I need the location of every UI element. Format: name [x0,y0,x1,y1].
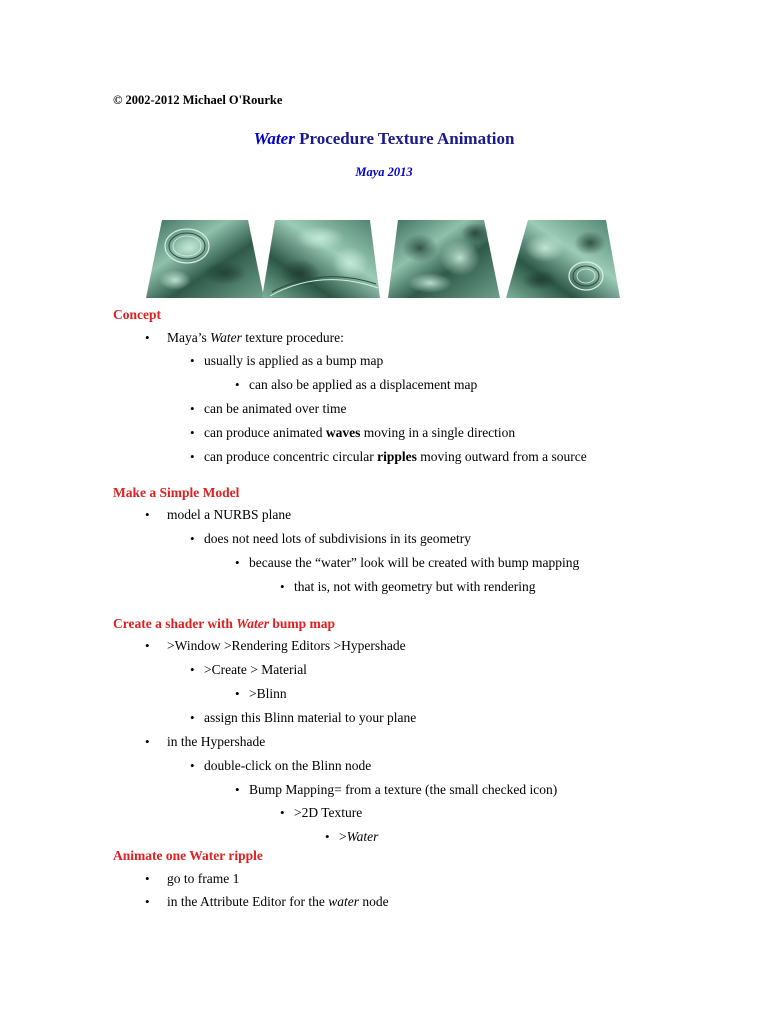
list-item [145,638,406,654]
list-item-text: in the Hypershade [167,734,266,749]
bullet-icon: • [190,662,195,677]
bullet-icon: • [145,894,150,909]
list-item [190,758,372,774]
bullet-icon: • [280,805,285,820]
list-item [190,425,516,441]
list-item [190,531,471,547]
list-item [145,734,266,750]
heading-shader [113,616,335,632]
list-item [190,710,417,726]
list-item-text: double-click on the Blinn node [204,758,372,773]
heading-text: Create a shader with [113,616,237,631]
bullet-icon: • [190,758,195,773]
list-item-text: in the Attribute Editor for the [167,894,329,909]
water-render-2 [262,220,380,298]
list-item-text: does not need lots of subdivisions in its geometry [204,531,471,546]
bullet-icon: • [190,353,195,368]
list-item-em: Water [346,829,379,844]
list-item-bold: waves [325,425,361,440]
bullet-icon: • [235,782,240,797]
list-item [190,353,384,369]
bullet-icon: • [190,531,195,546]
list-item-text: Maya’s [167,330,211,345]
list-item [235,555,580,571]
heading-model: Make a Simple Model [113,485,240,500]
list-item [280,805,363,821]
heading-em: Water [236,616,269,631]
bullet-icon: • [190,401,195,416]
list-item [280,579,536,595]
page-title [0,129,768,149]
bullet-icon: • [145,734,150,749]
bullet-icon: • [235,377,240,392]
list-item [145,330,344,346]
bullet-icon: • [145,638,150,653]
list-item-text: can be animated over time [204,401,347,416]
list-item [325,829,379,845]
list-item-text: > [339,829,347,844]
list-item [190,662,307,678]
heading-animate: Animate one Water ripple [113,848,263,863]
bullet-icon: • [145,330,150,345]
bullet-icon: • [235,555,240,570]
bullet-icon: • [325,829,330,844]
bullet-icon: • [190,449,195,464]
list-item-text: assign this Blinn material to your plane [204,710,417,725]
heading-text: bump map [269,616,336,631]
water-render-4 [506,220,620,298]
list-item-text: that is, not with geometry but with rendering [294,579,536,594]
water-renders [0,218,768,302]
list-item-em: water [328,894,359,909]
list-item [235,377,478,393]
list-item-text: >Create > Material [204,662,307,677]
bullet-icon: • [190,710,195,725]
list-item-text: moving outward from a source [416,449,587,464]
copyright-notice: © 2002-2012 Michael O'Rourke [113,93,283,107]
title-italic: Water [253,129,295,148]
list-item [145,507,292,523]
list-item [145,894,389,910]
list-item-text: model a NURBS plane [167,507,292,522]
list-item-text: go to frame 1 [167,871,240,886]
list-item-text: usually is applied as a bump map [204,353,384,368]
water-renders-image [0,218,768,302]
list-item-text: can produce concentric circular [204,449,378,464]
bullet-icon: • [190,425,195,440]
list-item-text: can also be applied as a displacement map [249,377,478,392]
list-item-text: >Window >Rendering Editors >Hypershade [167,638,406,653]
bullet-icon: • [145,507,150,522]
list-item [235,782,558,798]
list-item-text: >Blinn [249,686,287,701]
list-item-text: can produce animated [204,425,326,440]
list-item [190,401,347,417]
list-item-text: Bump Mapping= from a texture (the small checked icon) [249,782,558,797]
list-item [235,686,287,702]
list-item [145,871,240,887]
list-item [190,449,587,465]
water-render-1 [146,220,264,298]
bullet-icon: • [235,686,240,701]
list-item-em: Water [210,330,242,345]
list-item-bold: ripples [377,449,417,464]
heading-concept: Concept [113,307,161,322]
water-render-3 [388,220,500,298]
bullet-icon: • [145,871,150,886]
page-subtitle: Maya 2013 [355,165,413,179]
list-item-text: moving in a single direction [360,425,516,440]
list-item-text: texture procedure: [241,330,344,345]
list-item-text: >2D Texture [294,805,363,820]
bullet-icon: • [280,579,285,594]
list-item-text: because the “water” look will be created with bump mapping [249,555,580,570]
title-rest: Procedure Texture Animation [294,129,515,148]
list-item-text: node [358,894,389,909]
